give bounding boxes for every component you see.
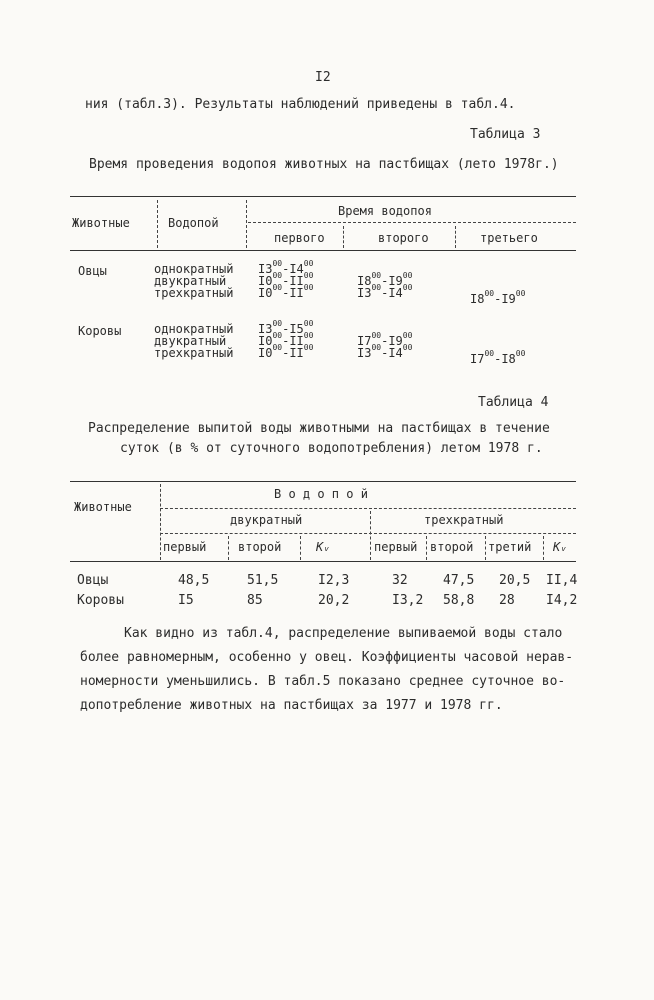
table4-cell: 58,8: [443, 593, 475, 608]
table3-header-bottom-rule: [70, 250, 576, 251]
time-end-minutes: 00: [402, 343, 413, 352]
table3-time-first: $I0^{00}-II^{00}$: [258, 283, 314, 300]
table3-time-second: $I7^{00}-I9^{00}$: [357, 331, 413, 348]
table3-header-third: третьего: [480, 231, 538, 245]
time-start-hour: I3: [357, 286, 372, 300]
table4-cell: 51,5: [247, 573, 279, 588]
table3-divider: [246, 200, 247, 248]
time-start-minutes: 00: [371, 283, 382, 292]
table4-divider: [543, 536, 544, 560]
table4-header-first: первый: [163, 540, 207, 554]
table4-cell: I4,2: [546, 593, 578, 608]
time-end-hour: I9: [388, 274, 403, 288]
table4-top-rule: [70, 481, 576, 482]
time-end-minutes: 00: [402, 283, 413, 292]
table3-mode: двукратный: [154, 334, 227, 348]
table3-header-animals: Животные: [72, 216, 130, 230]
table3-time-first: $I3^{00}-I5^{00}$: [258, 319, 314, 336]
time-end-minutes: 00: [303, 343, 314, 352]
table4-cell: 20,5: [499, 573, 531, 588]
time-start-minutes: 00: [484, 289, 495, 298]
table4-cell: II,4: [546, 573, 578, 588]
table4-caption-line1: Распределение выпитой воды животными на пастбищах в течение: [88, 421, 550, 436]
table4-caption-line2: суток (в % от суточного водопотребления) летом 1978 г.: [120, 441, 543, 456]
table4-cell: I2,3: [318, 573, 350, 588]
time-end-minutes: 00: [402, 271, 413, 280]
table3-time-first: $I0^{00}-II^{00}$: [258, 343, 314, 360]
table4-cell: I5: [178, 593, 194, 608]
time-end-hour: I4: [388, 286, 403, 300]
table3-header-first: первого: [274, 231, 325, 245]
table3-header-time: Время водопоя: [338, 204, 432, 218]
time-start-hour: I0: [258, 274, 273, 288]
time-end-hour: I9: [388, 334, 403, 348]
table4-divider: [228, 536, 229, 560]
time-end-hour: II: [289, 346, 304, 360]
table4-header-twice: двукратный: [230, 513, 303, 527]
time-end-hour: I4: [289, 262, 304, 276]
time-start-minutes: 00: [272, 343, 283, 352]
table4-animal: Коровы: [77, 593, 124, 608]
table4-header-second: второй: [238, 540, 282, 554]
page-number: I2: [315, 70, 331, 85]
time-end-hour: I4: [388, 346, 403, 360]
time-start-minutes: 00: [272, 259, 283, 268]
time-end-minutes: 00: [303, 283, 314, 292]
table4-subheader-rule: [160, 508, 576, 509]
table4-header-thrice: трехкратный: [424, 513, 504, 527]
table4-header-kv: Kᵥ: [553, 540, 568, 554]
table4-cell: 28: [499, 593, 515, 608]
table4-cell: 85: [247, 593, 263, 608]
time-start-minutes: 00: [371, 343, 382, 352]
time-end-minutes: 00: [303, 259, 314, 268]
table4-label: Таблица 4: [478, 395, 549, 410]
time-start-hour: I7: [357, 334, 372, 348]
table4-header-first: первый: [374, 540, 418, 554]
time-start-hour: I7: [470, 352, 485, 366]
table4-subheader-rule: [160, 533, 576, 534]
table4-header-bottom-rule: [70, 561, 576, 562]
time-start-hour: I8: [357, 274, 372, 288]
time-end-hour: I5: [289, 322, 304, 336]
table3-time-first: $I0^{00}-II^{00}$: [258, 271, 314, 288]
table4-header-kv: Kᵥ: [316, 540, 331, 554]
table3-divider: [343, 226, 344, 248]
table4-header-third: третий: [488, 540, 532, 554]
table4-divider: [426, 536, 427, 560]
time-end-minutes: 00: [515, 289, 526, 298]
table4-header-watering: В о д о п о й: [274, 487, 368, 501]
table3-mode: двукратный: [154, 274, 227, 288]
table3-time-third: $I8^{00}-I9^{00}$: [470, 289, 526, 306]
table4-divider: [370, 511, 371, 560]
time-start-minutes: 00: [272, 283, 283, 292]
table4-divider: [160, 484, 161, 560]
time-end-hour: I9: [501, 292, 516, 306]
table3-animal: Коровы: [78, 324, 122, 338]
table4-divider: [300, 536, 301, 560]
table3-header-watering: Водопой: [168, 216, 219, 230]
time-start-minutes: 00: [484, 349, 495, 358]
time-start-hour: I0: [258, 286, 273, 300]
table3-time-second: $I8^{00}-I9^{00}$: [357, 271, 413, 288]
table3-mode: однократный: [154, 322, 234, 336]
conclusion-line: допотребление животных на пастбищах за 1977 и 1978 гг.: [80, 698, 503, 713]
table4-header-animals: Животные: [74, 500, 132, 514]
conclusion-line: Как видно из табл.4, распределение выпиваемой воды стало: [124, 626, 563, 641]
time-start-hour: I3: [357, 346, 372, 360]
table3-caption: Время проведения водопоя животных на пастбищах (лето 1978г.): [89, 157, 559, 172]
table4-header-second: второй: [430, 540, 474, 554]
time-start-hour: I8: [470, 292, 485, 306]
table3-header-second: второго: [378, 231, 429, 245]
time-end-minutes: 00: [303, 319, 314, 328]
conclusion-line: номерности уменьшились. В табл.5 показано среднее суточное во-: [80, 674, 566, 689]
time-end-hour: II: [289, 274, 304, 288]
table3-time-second: $I3^{00}-I4^{00}$: [357, 343, 413, 360]
table3-subheader-rule: [248, 222, 576, 223]
table3-divider: [157, 200, 158, 248]
table4-cell: 20,2: [318, 593, 350, 608]
table4-cell: 32: [392, 573, 408, 588]
time-end-hour: I8: [501, 352, 516, 366]
time-end-minutes: 00: [303, 271, 314, 280]
time-start-hour: I3: [258, 262, 273, 276]
time-start-hour: I0: [258, 346, 273, 360]
table3-time-third: $I7^{00}-I8^{00}$: [470, 349, 526, 366]
time-start-minutes: 00: [272, 331, 283, 340]
time-start-minutes: 00: [371, 271, 382, 280]
table3-top-rule: [70, 196, 576, 197]
table3-divider: [455, 226, 456, 248]
table3-time-first: $I3^{00}-I4^{00}$: [258, 259, 314, 276]
table3-animal: Овцы: [78, 264, 107, 278]
time-end-hour: II: [289, 334, 304, 348]
time-start-hour: I3: [258, 322, 273, 336]
table3-mode: трехкратный: [154, 286, 234, 300]
table3-mode: однократный: [154, 262, 234, 276]
table4-cell: 47,5: [443, 573, 475, 588]
table4-cell: 48,5: [178, 573, 210, 588]
table3-time-second: $I3^{00}-I4^{00}$: [357, 283, 413, 300]
time-start-minutes: 00: [371, 331, 382, 340]
table3-mode: трехкратный: [154, 346, 234, 360]
conclusion-paragraph: [80, 622, 580, 718]
time-start-minutes: 00: [272, 271, 283, 280]
table4-cell: I3,2: [392, 593, 424, 608]
table4-animal: Овцы: [77, 573, 109, 588]
time-start-hour: I0: [258, 334, 273, 348]
time-end-minutes: 00: [402, 331, 413, 340]
table3-label: Таблица 3: [470, 127, 541, 142]
time-end-minutes: 00: [303, 331, 314, 340]
conclusion-line: более равномерным, особенно у овец. Коэффициенты часовой нерав-: [80, 650, 574, 665]
intro-line: ния (табл.3). Результаты наблюдений приведены в табл.4.: [85, 97, 516, 112]
time-end-hour: II: [289, 286, 304, 300]
time-end-minutes: 00: [515, 349, 526, 358]
time-start-minutes: 00: [272, 319, 283, 328]
table4-divider: [485, 536, 486, 560]
table3-time-first: $I0^{00}-II^{00}$: [258, 331, 314, 348]
